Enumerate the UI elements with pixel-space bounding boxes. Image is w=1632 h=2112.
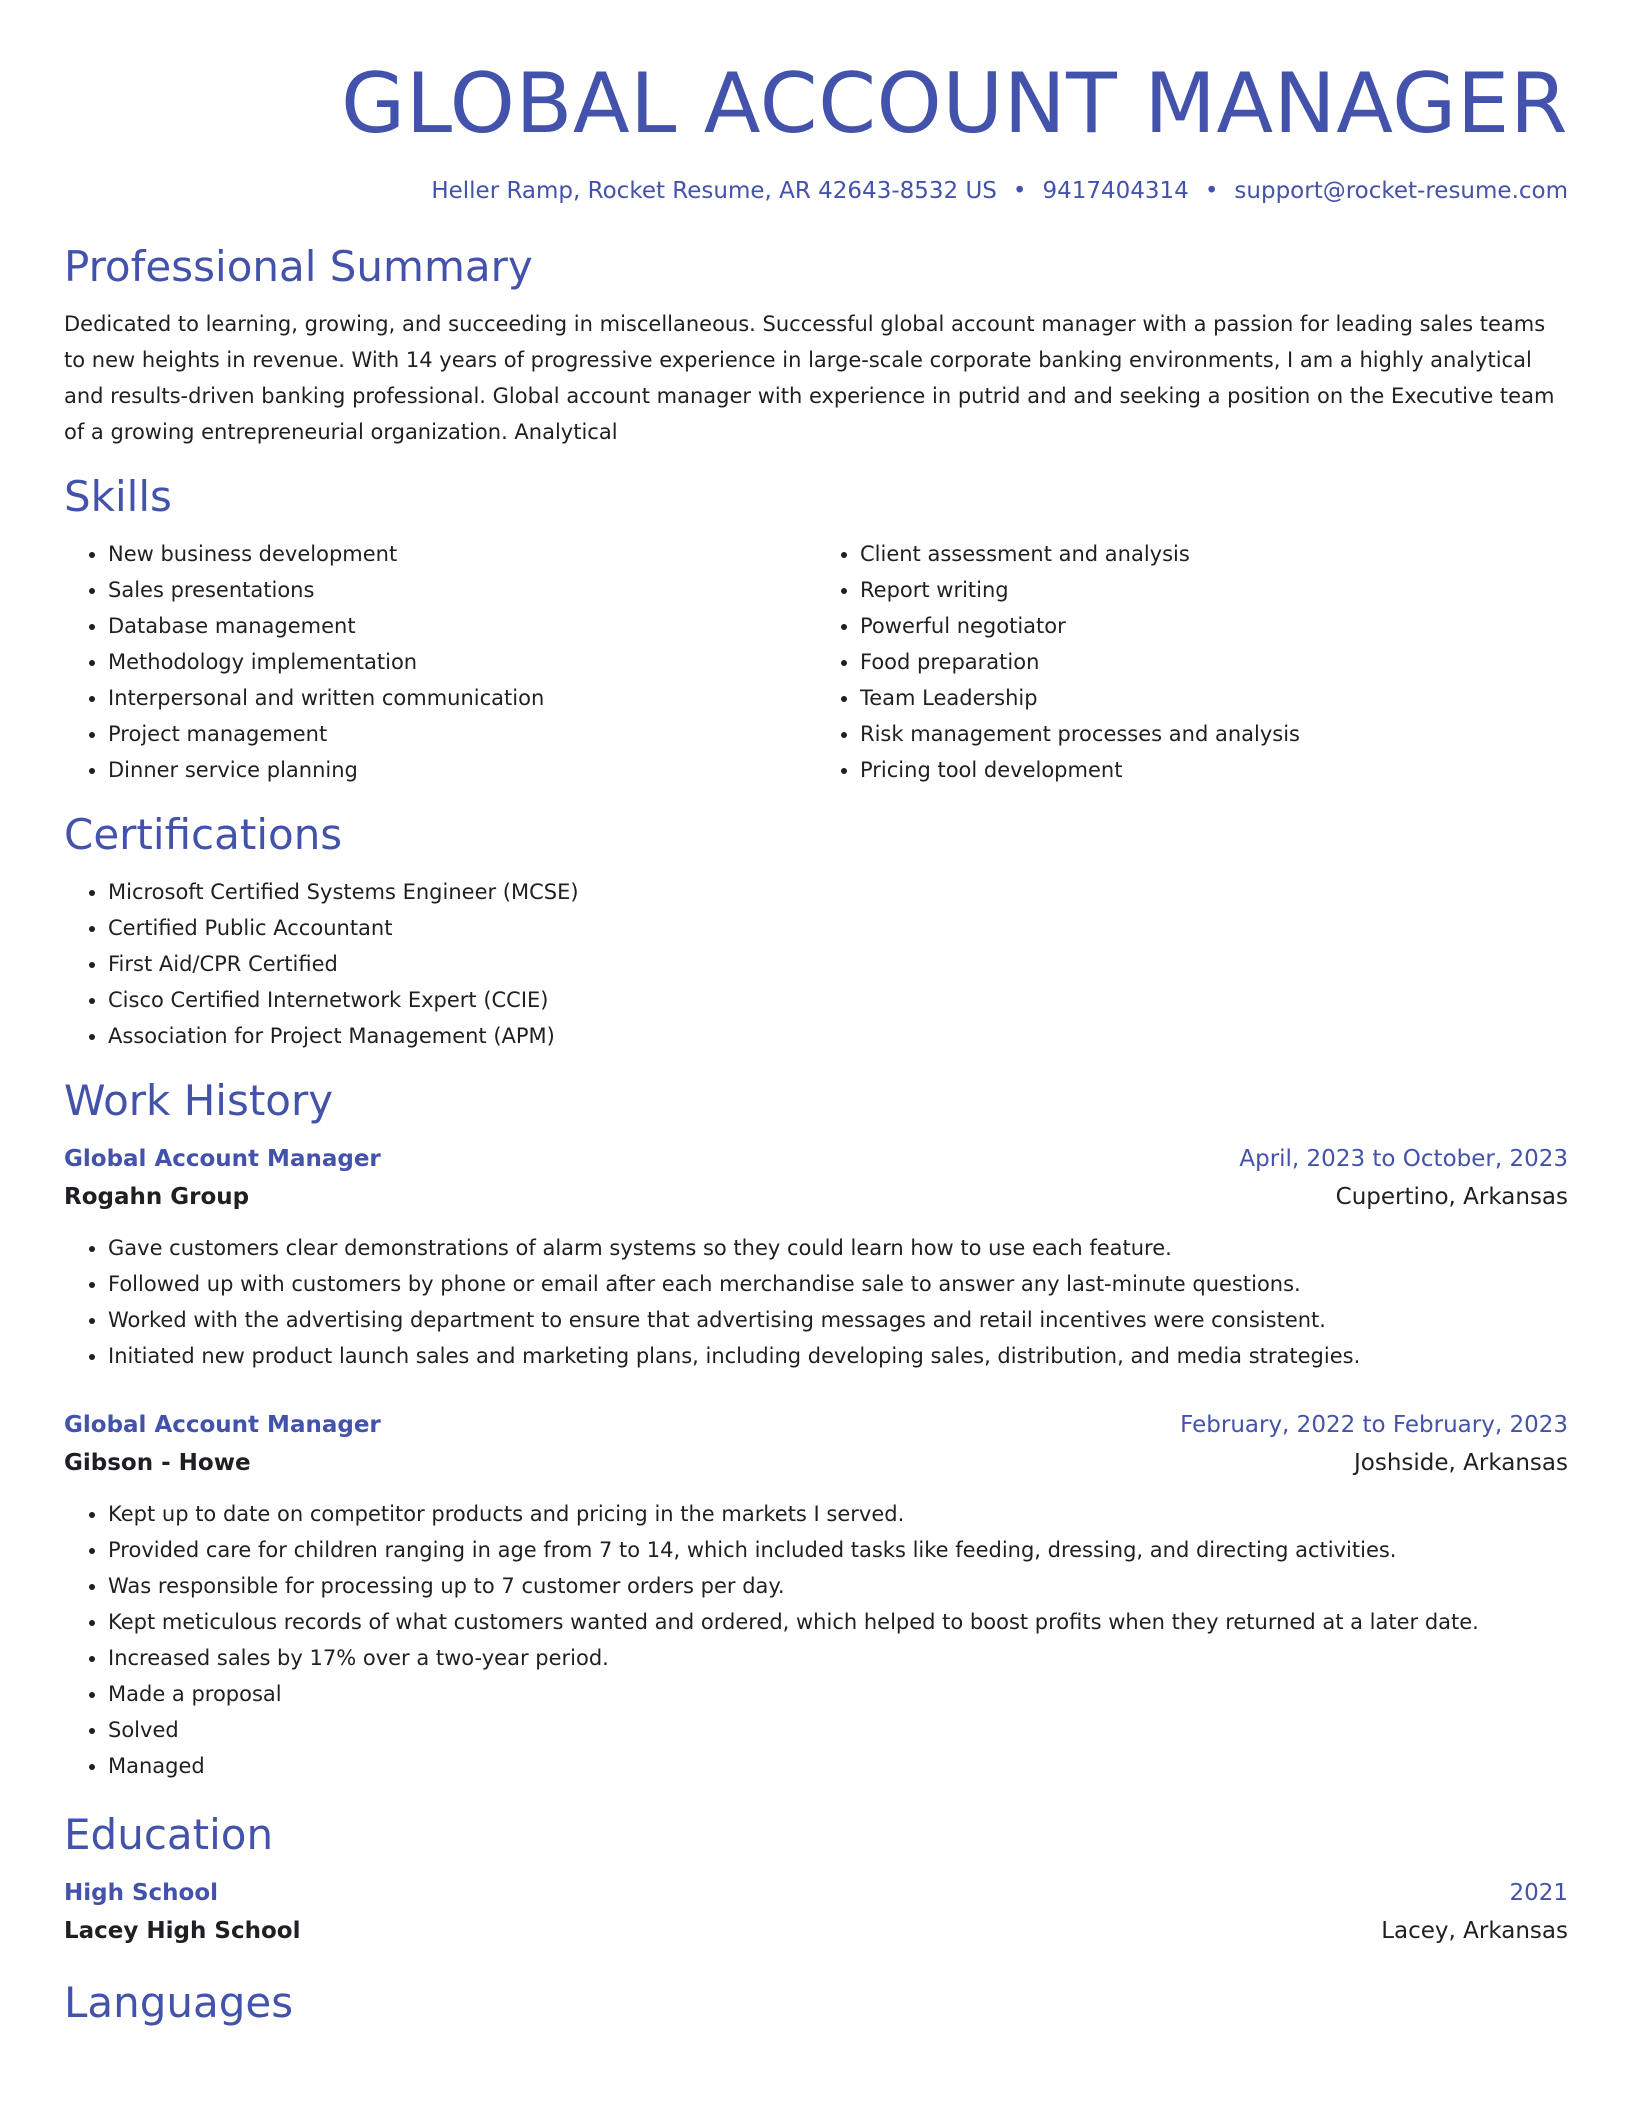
skills-right-list: [816, 536, 1568, 788]
skills-columns: [64, 536, 1568, 788]
job-bullet: • Was responsible for processing up to 7 customer orders per day.: [108, 1568, 1568, 1604]
skill-item: • Methodology implementation: [108, 644, 816, 680]
skill-item: • Powerful negotiator: [860, 608, 1568, 644]
bullet-separator: •: [1012, 178, 1027, 204]
work-history-heading: Work History: [64, 1076, 334, 1125]
skill-item: • Dinner service planning: [108, 752, 816, 788]
contact-line: [64, 176, 1568, 206]
languages-heading: Languages: [64, 1978, 294, 2027]
job-bullet: • Followed up with customers by phone or email after each merchandise sale to answer any last-minute questions.: [108, 1266, 1568, 1302]
job-dates: February, 2022 to February, 2023: [1180, 1412, 1568, 1438]
skill-item: • Report writing: [860, 572, 1568, 608]
job-bullet: • Kept meticulous records of what customers wanted and ordered, which helped to boost profits when they returned at a later date.: [108, 1604, 1568, 1640]
job-bullet: • Solved: [108, 1712, 1568, 1748]
skill-item: • Team Leadership: [860, 680, 1568, 716]
skill-item: • Database management: [108, 608, 816, 644]
education-degree: High School: [64, 1880, 219, 1906]
certifications-list: [64, 874, 1568, 1054]
skill-item: • Pricing tool development: [860, 752, 1568, 788]
job-bullet: • Initiated new product launch sales and marketing plans, including developing sales, distribution, and media strategies.: [108, 1338, 1568, 1374]
skill-item: • New business development: [108, 536, 816, 572]
education-location: Lacey, Arkansas: [1381, 1918, 1568, 1944]
job-dates: April, 2023 to October, 2023: [1239, 1146, 1568, 1172]
skill-item: • Project management: [108, 716, 816, 752]
job-bullet: • Kept up to date on competitor products and pricing in the markets I served.: [108, 1496, 1568, 1532]
job-location: Cupertino, Arkansas: [1335, 1184, 1568, 1210]
certification-item: • Association for Project Management (APM): [108, 1018, 1568, 1054]
education-school: Lacey High School: [64, 1918, 301, 1944]
summary-heading: Professional Summary: [64, 242, 533, 291]
skill-item: • Sales presentations: [108, 572, 816, 608]
contact-phone: 9417404314: [1042, 178, 1189, 204]
job-title: Global Account Manager: [64, 1412, 381, 1438]
certification-item: • Microsoft Certified Systems Engineer (MCSE): [108, 874, 1568, 910]
job-bullets: [64, 1230, 1568, 1374]
certification-item: • Certified Public Accountant: [108, 910, 1568, 946]
job-bullets: [64, 1496, 1568, 1784]
skill-item: • Food preparation: [860, 644, 1568, 680]
certifications-heading: Certifications: [64, 810, 343, 859]
summary-text: Dedicated to learning, growing, and succeeding in miscellaneous. Successful global account manager with a passion for leading sales teams to new heights in revenue. With 14 years of progressive experience in large-scale corporate banking environments, I am a highly analytical and results-driven banking professional. Global account manager with experience in putrid and and seeking a position on the Executive team of a growing entrepreneurial organization. Analytical: [64, 312, 1555, 444]
contact-address: Heller Ramp, Rocket Resume, AR 42643-8532 US: [431, 178, 997, 204]
job-bullet: • Provided care for children ranging in age from 7 to 14, which included tasks like feeding, dressing, and directing activities.: [108, 1532, 1568, 1568]
education-heading: Education: [64, 1810, 274, 1859]
certification-item: • Cisco Certified Internetwork Expert (CCIE): [108, 982, 1568, 1018]
education-entry: [64, 1874, 1568, 1950]
skill-item: • Interpersonal and written communication: [108, 680, 816, 716]
job-bullet: • Gave customers clear demonstrations of alarm systems so they could learn how to use each feature.: [108, 1230, 1568, 1266]
job-entry: [64, 1140, 1568, 1374]
job-bullet: • Increased sales by 17% over a two-year period.: [108, 1640, 1568, 1676]
job-company: Gibson - Howe: [64, 1450, 251, 1476]
contact-email: support@rocket-resume.com: [1234, 178, 1568, 204]
skills-left-list: [64, 536, 816, 788]
job-location: Joshside, Arkansas: [1354, 1450, 1568, 1476]
job-company: Rogahn Group: [64, 1184, 250, 1210]
skills-heading: Skills: [64, 472, 172, 521]
job-bullet: • Worked with the advertising department to ensure that advertising messages and retail incentives were consistent.: [108, 1302, 1568, 1338]
bullet-separator: •: [1204, 178, 1219, 204]
job-entry: [64, 1406, 1568, 1784]
resume-title: GLOBAL ACCOUNT MANAGER: [341, 55, 1568, 152]
skill-item: • Risk management processes and analysis: [860, 716, 1568, 752]
skill-item: • Client assessment and analysis: [860, 536, 1568, 572]
job-bullet: • Managed: [108, 1748, 1568, 1784]
job-title: Global Account Manager: [64, 1146, 381, 1172]
education-year: 2021: [1509, 1880, 1568, 1906]
certification-item: • First Aid/CPR Certified: [108, 946, 1568, 982]
job-bullet: • Made a proposal: [108, 1676, 1568, 1712]
